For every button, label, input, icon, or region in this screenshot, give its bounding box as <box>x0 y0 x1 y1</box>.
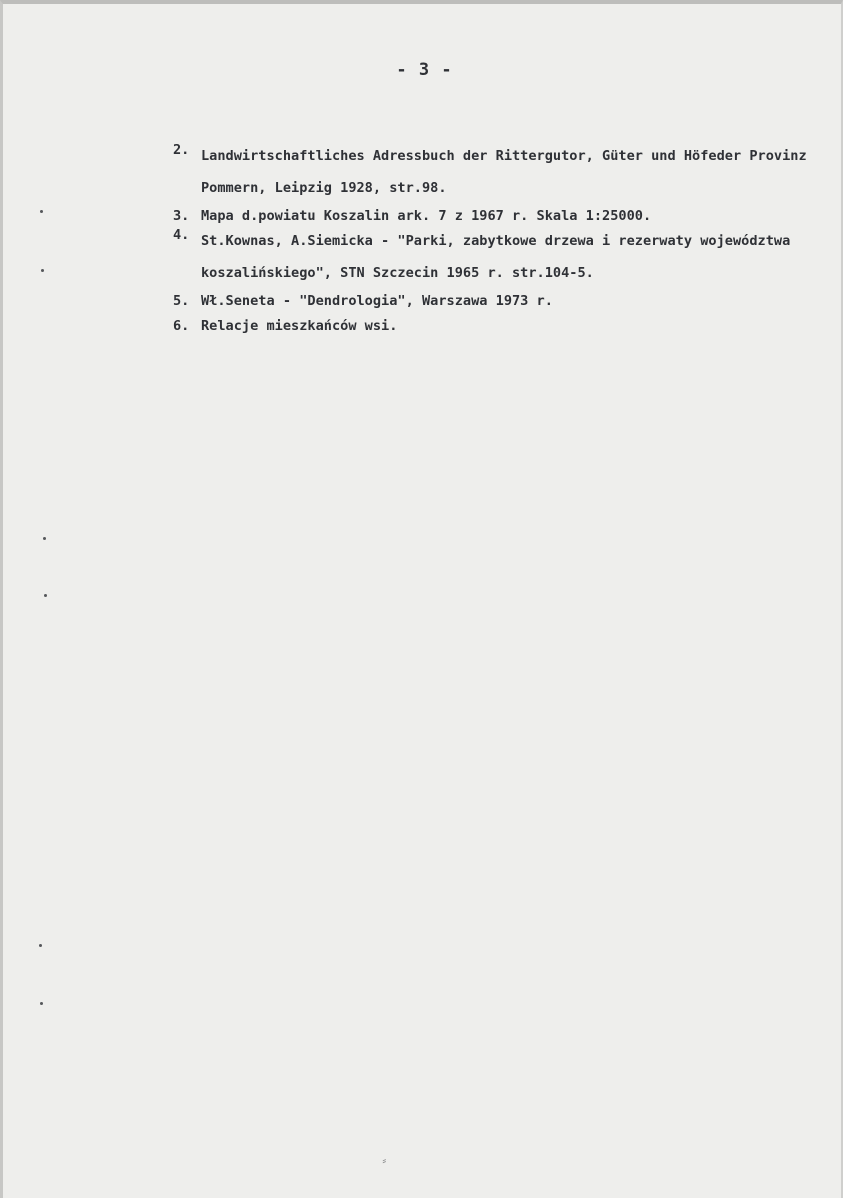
reference-list <box>173 142 823 341</box>
reference-item <box>173 140 823 204</box>
scan-mark <box>44 594 47 597</box>
reference-number: 5. <box>173 293 190 309</box>
page-number: - 3 - <box>396 60 453 80</box>
reference-text: Mapa d.powiatu Koszalin ark. 7 z 1967 r. Skala 1:25000. <box>201 208 652 224</box>
scan-smudge: ⸗ <box>381 1154 388 1167</box>
reference-text: Wł.Seneta - "Dendrologia", Warszawa 1973 r. <box>201 293 553 309</box>
reference-number: 4. <box>173 227 190 243</box>
reference-text: Relacje mieszkańców wsi. <box>201 318 398 334</box>
scan-mark <box>43 537 46 540</box>
scan-mark <box>40 1002 43 1005</box>
reference-text: St.Kownas, A.Siemicka - "Parki, zabytkowe drzewa i rezerwaty województwa koszalińskiego", STN Szczecin 1965 r. str.104-5. <box>201 233 791 281</box>
reference-item <box>173 291 823 311</box>
scan-mark <box>39 944 42 947</box>
reference-text: Landwirtschaftliches Adressbuch der Rittergutor, Güter und Höfeder Provinz Pommern, Leipzig 1928, str.98. <box>201 148 807 196</box>
reference-item <box>173 225 823 289</box>
reference-number: 2. <box>173 142 190 158</box>
reference-number: 3. <box>173 208 190 224</box>
reference-item <box>173 206 823 226</box>
scan-mark <box>40 210 43 213</box>
reference-number: 6. <box>173 318 190 334</box>
scan-mark <box>41 269 44 272</box>
reference-item <box>173 316 823 336</box>
